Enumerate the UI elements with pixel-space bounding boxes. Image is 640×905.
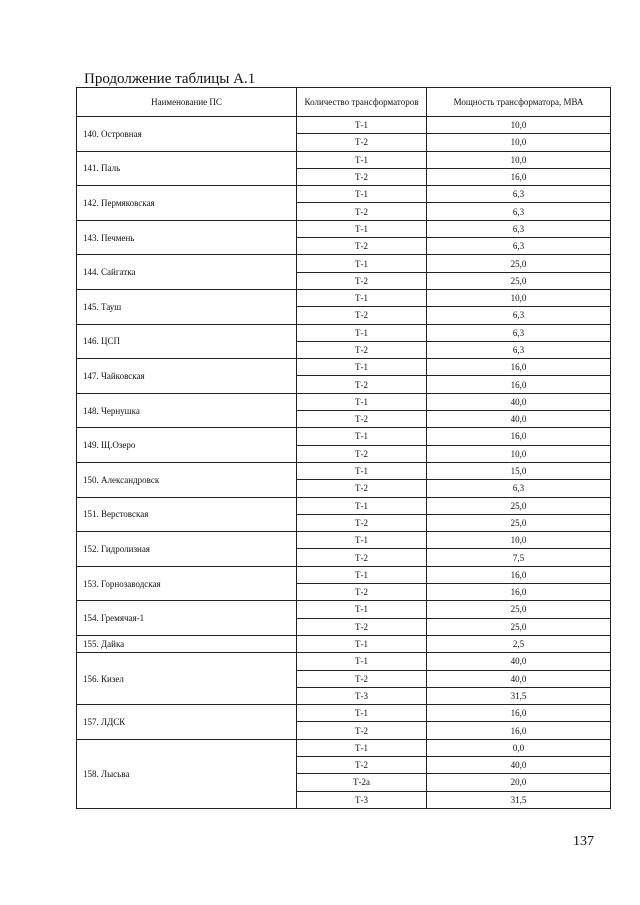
transformer-power-cell: 20,0 [427,774,611,791]
transformer-id-cell: Т-2 [297,445,427,462]
table-row [77,359,611,376]
table-row [77,220,611,237]
station-name-cell: 144. Сайгатка [77,255,297,290]
transformer-id-cell: Т-1 [297,739,427,756]
transformer-id-cell: Т-3 [297,687,427,704]
transformer-power-cell: 2,5 [427,635,611,652]
transformer-id-cell: Т-2а [297,774,427,791]
substation-table [76,87,611,809]
transformer-id-cell: Т-2 [297,134,427,151]
table-row [77,653,611,670]
transformer-power-cell: 10,0 [427,289,611,306]
transformer-id-cell: Т-2 [297,480,427,497]
transformer-power-cell: 10,0 [427,117,611,134]
transformer-id-cell: Т-2 [297,514,427,531]
table-row [77,705,611,722]
transformer-id-cell: Т-1 [297,186,427,203]
table-row [77,635,611,652]
transformer-id-cell: Т-2 [297,722,427,739]
transformer-power-cell: 6,3 [427,238,611,255]
table-header-row [77,88,611,117]
transformer-id-cell: Т-1 [297,393,427,410]
transformer-power-cell: 16,0 [427,584,611,601]
transformer-id-cell: Т-2 [297,618,427,635]
table-row [77,428,611,445]
transformer-id-cell: Т-2 [297,756,427,773]
transformer-id-cell: Т-1 [297,289,427,306]
transformer-power-cell: 16,0 [427,566,611,583]
transformer-power-cell: 16,0 [427,705,611,722]
station-name-cell: 147. Чайковская [77,359,297,394]
station-name-cell: 142. Пермяковская [77,186,297,221]
transformer-id-cell: Т-1 [297,532,427,549]
transformer-power-cell: 0,0 [427,739,611,756]
table-body [77,117,611,809]
table-row [77,566,611,583]
station-name-cell: 152. Гидролизная [77,532,297,567]
transformer-power-cell: 16,0 [427,376,611,393]
transformer-id-cell: Т-2 [297,584,427,601]
transformer-id-cell: Т-1 [297,462,427,479]
transformer-id-cell: Т-1 [297,653,427,670]
transformer-id-cell: Т-1 [297,324,427,341]
transformer-power-cell: 16,0 [427,428,611,445]
transformer-id-cell: Т-1 [297,428,427,445]
table-row [77,497,611,514]
transformer-power-cell: 25,0 [427,618,611,635]
transformer-power-cell: 25,0 [427,601,611,618]
transformer-power-cell: 6,3 [427,203,611,220]
transformer-id-cell: Т-1 [297,635,427,652]
transformer-power-cell: 40,0 [427,670,611,687]
transformer-id-cell: Т-3 [297,791,427,808]
transformer-id-cell: Т-1 [297,705,427,722]
transformer-power-cell: 10,0 [427,134,611,151]
transformer-id-cell: Т-2 [297,272,427,289]
transformer-id-cell: Т-1 [297,497,427,514]
table-row [77,186,611,203]
table-row [77,393,611,410]
transformer-power-cell: 6,3 [427,307,611,324]
station-name-cell: 146. ЦСП [77,324,297,359]
transformer-power-cell: 25,0 [427,272,611,289]
transformer-id-cell: Т-2 [297,376,427,393]
transformer-power-cell: 7,5 [427,549,611,566]
station-name-cell: 140. Островная [77,117,297,152]
transformer-power-cell: 40,0 [427,411,611,428]
transformer-power-cell: 40,0 [427,756,611,773]
station-name-cell: 156. Кизел [77,653,297,705]
page-number: 137 [573,834,594,849]
transformer-power-cell: 16,0 [427,359,611,376]
station-name-cell: 145. Тауш [77,289,297,324]
table-row [77,739,611,756]
transformer-power-cell: 40,0 [427,393,611,410]
table-row [77,462,611,479]
transformer-id-cell: Т-1 [297,151,427,168]
header-power: Мощность трансформатора, МВА [427,88,611,117]
table-row [77,117,611,134]
station-name-cell: 143. Печмень [77,220,297,255]
transformer-power-cell: 6,3 [427,186,611,203]
station-name-cell: 158. Лысьва [77,739,297,808]
transformer-id-cell: Т-2 [297,341,427,358]
transformer-power-cell: 40,0 [427,653,611,670]
transformer-power-cell: 16,0 [427,168,611,185]
transformer-power-cell: 31,5 [427,687,611,704]
transformer-power-cell: 16,0 [427,722,611,739]
transformer-power-cell: 25,0 [427,514,611,531]
station-name-cell: 153. Горнозаводская [77,566,297,601]
table-row [77,324,611,341]
transformer-id-cell: Т-2 [297,411,427,428]
station-name-cell: 155. Дайка [77,635,297,652]
header-name: Наименование ПС [77,88,297,117]
table-row [77,532,611,549]
transformer-power-cell: 6,3 [427,220,611,237]
transformer-power-cell: 10,0 [427,151,611,168]
transformer-id-cell: Т-2 [297,203,427,220]
header-count: Количество трансформаторов [297,88,427,117]
station-name-cell: 151. Верстовская [77,497,297,532]
transformer-id-cell: Т-2 [297,238,427,255]
transformer-power-cell: 6,3 [427,324,611,341]
transformer-id-cell: Т-1 [297,566,427,583]
transformer-power-cell: 10,0 [427,445,611,462]
transformer-id-cell: Т-1 [297,220,427,237]
station-name-cell: 150. Александровск [77,462,297,497]
station-name-cell: 157. ЛДСК [77,705,297,740]
station-name-cell: 154. Гремячая-1 [77,601,297,636]
transformer-power-cell: 15,0 [427,462,611,479]
station-name-cell: 141. Паль [77,151,297,186]
station-name-cell: 148. Чернушка [77,393,297,428]
table-row [77,151,611,168]
transformer-id-cell: Т-2 [297,168,427,185]
table-row [77,255,611,272]
transformer-power-cell: 25,0 [427,497,611,514]
transformer-power-cell: 6,3 [427,480,611,497]
transformer-power-cell: 25,0 [427,255,611,272]
table-caption: Продолжение таблицы А.1 [84,71,256,87]
transformer-power-cell: 31,5 [427,791,611,808]
transformer-id-cell: Т-1 [297,359,427,376]
table-row [77,289,611,306]
transformer-power-cell: 10,0 [427,532,611,549]
table-row [77,601,611,618]
transformer-power-cell: 6,3 [427,341,611,358]
station-name-cell: 149. Щ.Озеро [77,428,297,463]
transformer-id-cell: Т-2 [297,307,427,324]
transformer-id-cell: Т-2 [297,549,427,566]
transformer-id-cell: Т-1 [297,255,427,272]
transformer-id-cell: Т-1 [297,117,427,134]
transformer-id-cell: Т-1 [297,601,427,618]
transformer-id-cell: Т-2 [297,670,427,687]
